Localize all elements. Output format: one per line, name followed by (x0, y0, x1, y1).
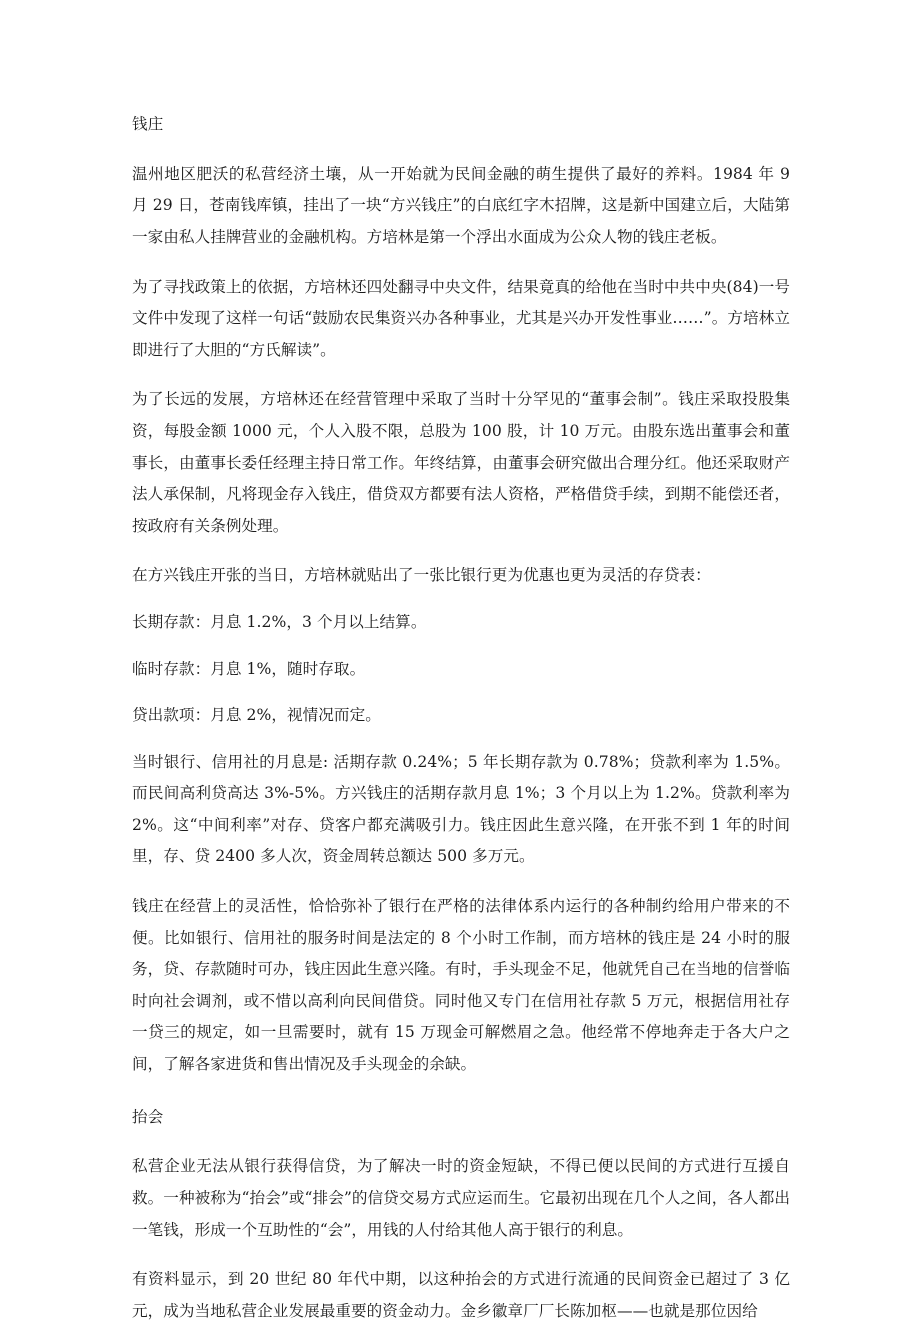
spacer (132, 639, 790, 654)
rate-line: 临时存款：月息 1%，随时存取。 (132, 659, 366, 678)
paragraph: 为了寻找政策上的依据，方培林还四处翻寻中央文件，结果竟真的给他在当时中共中央(84)一号文件中发现了这样一句话“鼓励农民集资兴办各种事业，尤其是兴办开发性事业……”。方培林立即进行了大胆的“方氏解读”。 (132, 277, 790, 359)
spacer (132, 542, 790, 560)
spacer (132, 1081, 790, 1105)
paragraph: 当时银行、信用社的月息是: 活期存款 0.24%；5 年长期存款为 0.78%；贷款利率为 1.5%。而民间高利贷高达 3%-5%。方兴钱庄的活期存款月息 1%；3 个月以上为 1.2%。贷款利率为 2%。这“中间利率”对存、贷客户都充满吸引力。钱庄因此生意兴隆，在开张不到 1 年的时间里，存、贷 2400 多人次，资金周转总额达 500 多万元。 (132, 752, 790, 866)
spacer (132, 366, 790, 384)
paragraph: 为了长远的发展，方培林还在经营管理中采取了当时十分罕见的“董事会制”。钱庄采取投股集资，每股金额 1000 元，个人入股不限，总股为 100 股，计 10 万元。由股东选出董事会和董事长，由董事长委任经理主持日常工作。年终结算，由董事会研究做出合理分红。他还采取财产法人承保制，凡将现金存入钱庄，借贷双方都要有法人资格，严格借贷手续，到期不能偿还者，按政府有关条例处理。 (132, 390, 790, 535)
spacer (132, 592, 790, 607)
spacer (132, 254, 790, 272)
rate-line: 贷出款项：月息 2%，视情况而定。 (132, 706, 381, 725)
document-body (132, 112, 790, 1327)
spacer (132, 1129, 790, 1151)
rate-line: 长期存款：月息 1.2%，3 个月以上结算。 (132, 612, 427, 631)
spacer (132, 1246, 790, 1264)
paragraph: 在方兴钱庄开张的当日，方培林就贴出了一张比银行更为优惠也更为灵活的存贷表： (132, 566, 711, 585)
section-heading-taihui: 抬会 (132, 1107, 164, 1126)
spacer (132, 732, 790, 747)
paragraph: 私营企业无法从银行获得信贷，为了解决一时的资金短缺，不得已便以民间的方式进行互援自救。一种被称为“抬会”或“排会”的信贷交易方式应运而生。它最初出现在几个人之间，各人都出一笔钱，形成一个互助性的“会”，用钱的人付给其他人高于银行的利息。 (132, 1157, 790, 1239)
paragraph: 温州地区肥沃的私营经济土壤，从一开始就为民间金融的萌生提供了最好的养料。1984 年 9 月 29 日，苍南钱库镇，挂出了一块“方兴钱庄”的白底红字木招牌，这是新中国建立后，大陆第一家由私人挂牌营业的金融机构。方培林是第一个浮出水面成为公众人物的钱庄老板。 (132, 164, 790, 246)
paragraph: 有资料显示，到 20 世纪 80 年代中期，以这种抬会的方式进行流通的民间资金已超过了 3 亿元，成为当地私营企业发展最重要的资金动力。金乡徽章厂厂长陈加枢——也就是那位因给 (132, 1270, 790, 1320)
paragraph: 钱庄在经营上的灵活性，恰恰弥补了银行在严格的法律体系内运行的各种制约给用户带来的不便。比如银行、信用社的服务时间是法定的 8 个小时工作制，而方培林的钱庄是 24 小时的服务，贷、存款随时可办，钱庄因此生意兴隆。有时，手头现金不足，他就凭自己在当地的信誉临时向社会调剂，或不惜以高利向民间借贷。同时他又专门在信用社存款 5 万元，根据信用社存一贷三的规定，如一旦需要时，就有 15 万现金可解燃眉之急。他经常不停地奔走于各大户之间，了解各家进货和售出情况及手头现金的余缺。 (132, 897, 790, 1074)
spacer (132, 685, 790, 700)
section-heading-qianzhuang: 钱庄 (132, 115, 164, 133)
spacer (132, 137, 790, 159)
spacer (132, 873, 790, 891)
